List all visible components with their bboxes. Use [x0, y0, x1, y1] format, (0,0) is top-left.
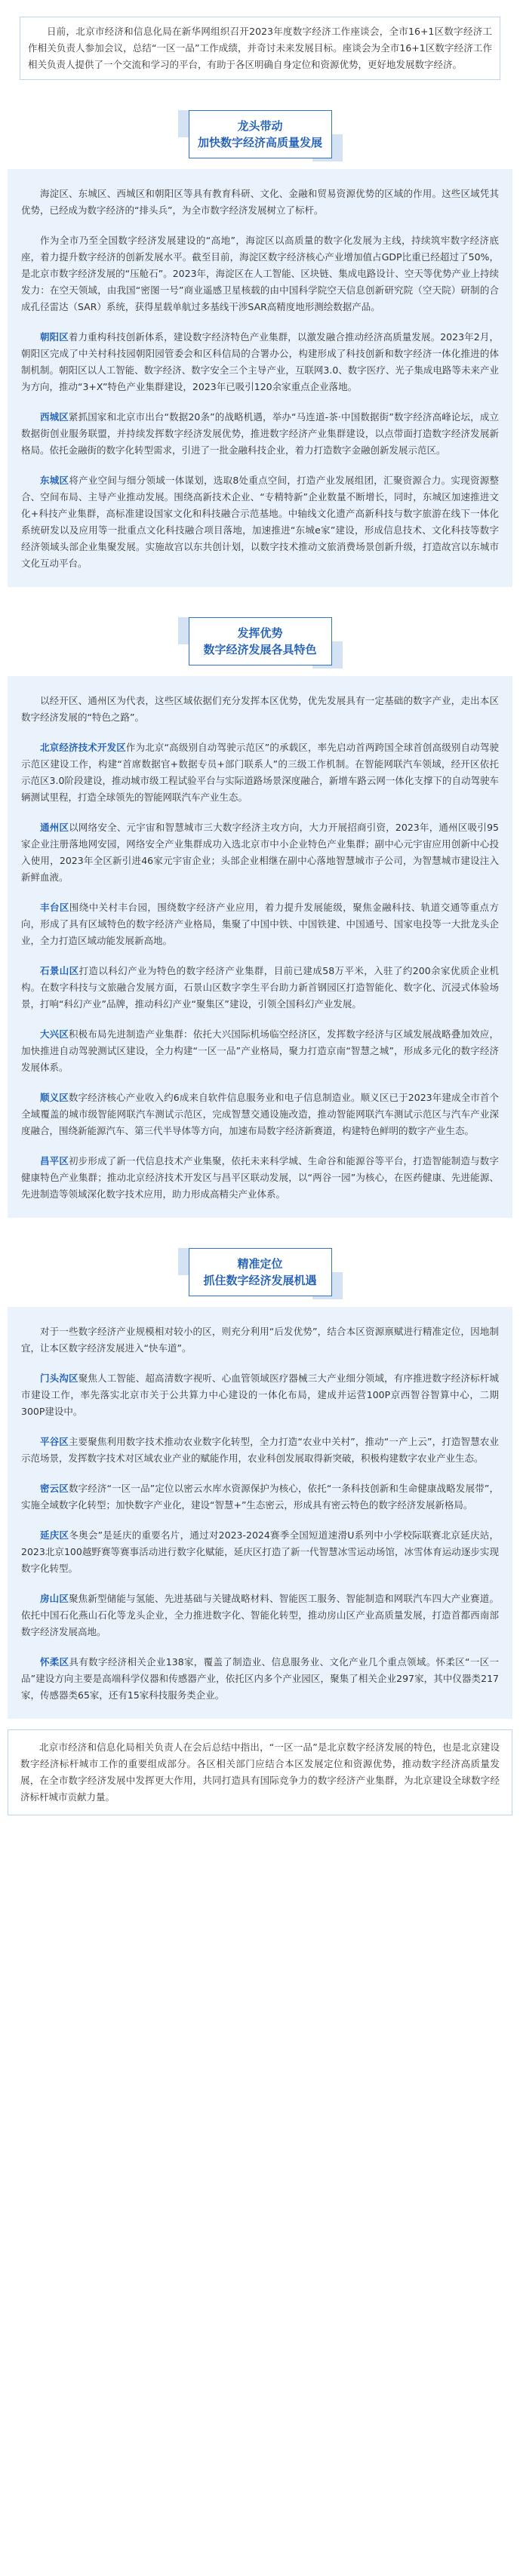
outro-paragraph: 北京市经济和信息化局相关负责人在会后总结中指出，“一区一品”是北京数字经济发展的特色，也是北京建设数字经济标杆城市工作的重要组成部分。各区相关部门应结合本区发展定位和资源优势，推动数字经济高质量发展，在全市数字经济发展中发挥更大作用，共同打造具有国际竞争力的数字经济产业集群，为北京建设全球数字经济标杆城市贡献力量。	[20, 1741, 500, 1803]
heading-box	[189, 110, 332, 158]
district-name: 门头沟区	[40, 1373, 78, 1384]
paragraph-text: 作为全市乃至全国数字经济发展建设的“高地”，海淀区以高质量的数字化发展为主线，持续筑牢数字经济底座，着力提升数字经济的创新发展水平。截至目前，海淀区数字经济核心产业增加值占GDP比重已经超过了50%，是北京市数字经济发展的“压舱石”。2023年，海淀区在人工智能、区块链、集成电路设计、空天等优势产业上持续发力：在空天领域，由我国“密图一号”商业遥感卫星核载的由中国科学院空天信息创新研究院（空天院）研制的合成孔径雷达（SAR）系统，获得星载单航过多基线干涉SAR高精度地形测绘数据产品。	[21, 235, 499, 312]
paragraph-text: 作为北京“高级别自动驾驶示范区”的承载区，率先启动首两跨国全球首创高级别自动驾驶示范区建设工作，构建“首席数据官+数据专员+部门联系人”的三级工作机制。在智能网联汽车领域，经开区依托示范区3.0阶段建设，推动城市级工程试验平台与实际道路场景深度融合，新增车路云网一体化支撑下的自动驾驶车辆测试里程，打造全球领先的智能网联汽车产业生态。	[21, 742, 499, 803]
heading-box	[189, 1248, 332, 1296]
heading-line-2: 数字经济发展各具特色	[203, 643, 317, 656]
intro-box	[20, 17, 500, 80]
paragraph-text: 积极布局先进制造产业集群：依托大兴国际机场临空经济区，发挥数字经济与区域发展战略叠加效应，加快推进自动驾驶测试区建设，全力构建“一区一品”产业格局，聚力打造京南“智慧之城”，形成多元化的数字经济发展体系。	[21, 1028, 499, 1073]
section-paragraph	[21, 1527, 499, 1577]
section-paragraph	[21, 329, 499, 395]
heading-line-1: 龙头带动	[237, 119, 283, 133]
paragraph-text: 聚焦人工智能、超高清数字视听、心血管领域医疗器械三大产业细分领域，有序推进数字经济标杆城市建设工作，率先落实北京市关于公共算力中心建设的一体化布局，建成并运营100P京西智谷智算中心，二期300P建设中。	[21, 1373, 499, 1417]
section-paragraph	[21, 963, 499, 1013]
district-name: 延庆区	[40, 1529, 69, 1541]
district-name: 朝阳区	[40, 331, 69, 343]
district-name: 通州区	[40, 822, 69, 833]
paragraph-text: 围绕中关村丰台园，围绕数字经济产业应用，着力提升发展能级，聚焦金融科技、轨道交通等重点方向，形成了具有区域特色的数字经济产业格局，集聚了中国中铁、中国铁建、中国通号、国家电投等一大批龙头企业，全力打造区域动能发展新高地。	[21, 902, 499, 946]
heading-box	[189, 617, 332, 666]
section-paragraph	[21, 186, 499, 219]
district-name: 丰台区	[40, 902, 69, 913]
district-name: 密云区	[40, 1483, 69, 1494]
section-paragraph	[21, 819, 499, 886]
district-name: 昌平区	[40, 1155, 69, 1167]
paragraph-text: 具有数字经济相关企业138家，覆盖了制造业、信息服务业、文化产业几个重点领域。怀柔区“一区一品”建设方向主要是高端科学仪器和传感器产业，依托区内多个产业园区，聚集了相关企业297家，其中仪器类217家，传感器类65家，还有15家科技服务类企业。	[21, 1656, 499, 1701]
district-name: 顺义区	[40, 1092, 69, 1103]
section-heading	[189, 110, 332, 158]
district-name: 怀柔区	[40, 1656, 69, 1668]
section-paragraph	[21, 1090, 499, 1139]
section-paragraph	[21, 1434, 499, 1467]
paragraph-text: 数字经济核心产业收入约6成来自软件信息服务业和电子信息制造业。顺义区已于2023年建成全市首个全域覆盖的城市级智能网联汽车测试示范区，完成智慧交通设施改造，推动智能网联汽车测试示范区与汽车产业深度融合，围绕新能源汽车、第三代半导体等方向，加速布局数字经济新赛道，构建特色鲜明的数字产业生态。	[21, 1092, 499, 1136]
paragraph-text: 初步形成了新一代信息技术产业集聚，依托未来科学城、生命谷和能源谷等平台，打造智能制造与数字健康特色产业集群；推动北京经济技术开发区与昌平区联动发展，以“两谷一园”为核心，在医药健康、先进能源、先进制造等领域深化数字技术应用，助力形成高精尖产业体系。	[21, 1155, 499, 1200]
heading-line-2: 抓住数字经济发展机遇	[203, 1274, 317, 1287]
paragraph-text: 冬奥会”是延庆的重要名片，通过对2023-2024赛季全国短道速滑U系列中小学校际联赛北京延庆站，2023北京100越野赛等赛事活动进行数字化赋能，延庆区打造了新一代智慧冰雪运动场馆，冰雪体育运动逐步实现数字化转型。	[21, 1529, 499, 1574]
sections-container	[8, 110, 512, 1719]
section-paragraph	[21, 1026, 499, 1076]
district-name: 西城区	[40, 411, 69, 423]
paragraph-text: 着力重构科技创新体系，建设数字经济特色产业集群，以激发融合推动经济高质量发展。2023年2月，朝阳区完成了中关村科技园朝阳园管委会和区科信局的合署办公，构建形成了科技创新和数字经济一体化推进的体制机制。朝阳区以人工智能、数字经济、数字安全三个主导产业，互联网3.0、数字医疗、光子集成电路等未来产业为方向，推动“3+X”特色产业集群建设，2023年已吸引120余家重点企业落地。	[21, 331, 499, 392]
section-paragraph	[21, 1370, 499, 1420]
paragraph-text: 打造以科幻产业为特色的数字经济产业集群，目前已建成58万平米，入驻了约200余家优质企业机构。在数字科技与文旅融合发展方面，石景山区数字孪生平台助力新首钢园区打造智能化、数字化、沉浸式体验场景，打响“科幻产业”品牌，推动科幻产业“聚集区”建设，引领全国科幻产业发展。	[21, 965, 499, 1010]
section-heading	[189, 1248, 332, 1296]
district-name: 房山区	[40, 1593, 69, 1604]
district-name: 石景山区	[40, 965, 79, 976]
section-paragraph	[21, 1654, 499, 1704]
section-body	[8, 676, 512, 1218]
section-paragraph	[21, 1323, 499, 1357]
paragraph-text: 以经开区、通州区为代表，这些区域依据们充分发挥本区优势，优先发展具有一定基础的数字产业，走出本区数字经济发展的“特色之路”。	[21, 695, 499, 723]
section-paragraph	[21, 409, 499, 459]
section-paragraph	[21, 472, 499, 572]
paragraph-text: 主要聚焦利用数字技术推动农业数字化转型，全力打造“农业中关村”，推动“一产上云”，打造智慧农业示范场景，发挥数字技术对区域农业产业的赋能作用，农业科创发展取得新突破，积极构建数字农业产业生态。	[21, 1436, 499, 1464]
paragraph-text: 数字经济“一区一品”定位以密云水库水资源保护为核心，依托“一条科技创新和生命健康战略发展带”，实施全域数字化转型；加快数字产业化，建设“智慧+”生态密云，形成具有密云特色的数字经济发展新格局。	[21, 1483, 499, 1511]
paragraph-text: 海淀区、东城区、西城区和朝阳区等具有教育科研、文化、金融和贸易资源优势的区域的作用。这些区域凭其优势，已经成为数字经济的“排头兵”，为全市数字经济发展树立了标杆。	[21, 188, 499, 216]
section-paragraph	[21, 693, 499, 726]
section-heading	[189, 617, 332, 666]
district-name: 东城区	[40, 475, 69, 486]
paragraph-text: 紧抓国家和北京市出台“数据20条”的战略机遇，举办“马连道-茶·中国数据街”数字经济高峰论坛，成立数据街创业服务联盟，并持续发挥数字经济发展优势，推进数字经济产业集群建设，以点带面打造数字经济发展新格局。依托金融街的数字化转型需求，引进了一批金融科技企业，着力打造数字金融创新发展示范区。	[21, 411, 499, 456]
heading-line-1: 发挥优势	[237, 626, 283, 640]
section-paragraph	[21, 899, 499, 949]
paragraph-text: 聚焦新型储能与氢能、先进基础与关键战略材料、智能医工服务、智能制造和网联汽车四大产业赛道。依托中国石化燕山石化等龙头企业，全力推进数字化、智能化转型，推动房山区产业高质量发展，打造首都西南部数字经济发展高地。	[21, 1593, 499, 1637]
section-body	[8, 1307, 512, 1719]
district-name: 大兴区	[40, 1028, 69, 1040]
section-paragraph	[21, 1591, 499, 1640]
paragraph-text: 将产业空间与细分领域一体谋划，选取8处重点空间，打造产业发展组团，汇聚资源合力。实现资源整合、空间布局、主导产业推动发展。围绕高新技术企业、“专精特新”企业数量不断增长，同时，东城区加速推进文化+科技产业集群，高标准建设国家文化和科技融合示范基地。中轴线文化遗产高新科技与数字旅游在线下一体化系统研发以及应用等一批重点文化科技融合项目落地，加速推进“东城e家”建设，形成信息技术、文化科技等数字经济领域头部企业集聚发展。实施故宫以东共创计划，以数字技术推动文旅消费场景创新升级，打造故宫以东城市文化互动平台。	[21, 475, 499, 569]
paragraph-text: 以网络安全、元宇宙和智慧城市三大数字经济主攻方向，大力开展招商引资，2023年，通州区吸引95家企业注册落地网安园，网络安全产业集群成功入选北京市中小企业特色产业集群；副中心元宇宙应用创新中心投入使用，2023年全区新引进46家元宇宙企业；头部企业相继在副中心落地智慧城市子公司，为智慧城市建设注入新鲜血液。	[21, 822, 499, 883]
section-paragraph	[21, 232, 499, 315]
heading-line-1: 精准定位	[237, 1257, 283, 1271]
section-body	[8, 169, 512, 587]
section-paragraph	[21, 1480, 499, 1514]
section-paragraph	[21, 1153, 499, 1203]
heading-line-2: 加快数字经济高质量发展	[197, 136, 322, 149]
district-name: 平谷区	[40, 1436, 69, 1447]
outro-box	[8, 1729, 512, 1815]
intro-paragraph: 日前，北京市经济和信息化局在新华网组织召开2023年度数字经济工作座谈会，全市16+1区数字经济工作相关负责人参加会议，总结“一区一品”工作成绩，并奇讨未来发展目标。座谈会为全市16+1区数字经济工作相关负责人提供了一个交流和学习的平台，有助于各区明确自身定位和资源优势，更好地发展数字经济。	[28, 26, 492, 70]
section-paragraph	[21, 739, 499, 806]
paragraph-text: 对于一些数字经济产业规模相对较小的区，则充分利用“后发优势”，结合本区资源禀赋进行精准定位，因地制宜，让本区数字经济发展进入“快车道”。	[21, 1326, 499, 1354]
district-name: 北京经济技术开发区	[40, 742, 126, 753]
